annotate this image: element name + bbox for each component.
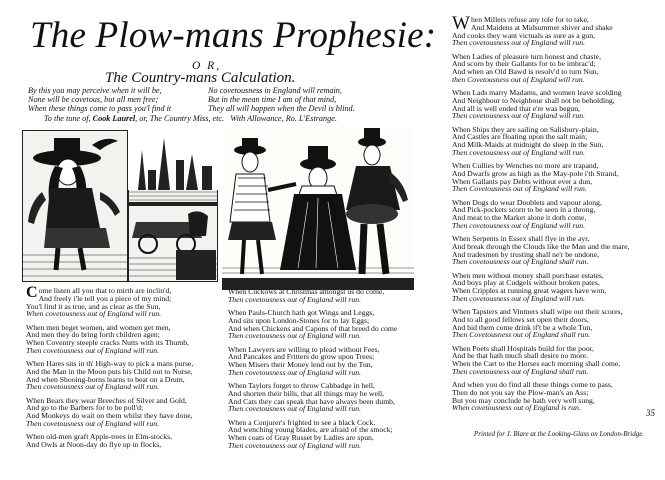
verse-line: And Milk-Maids at midnight do sleep in the Sun, <box>452 140 604 149</box>
verse-line: And Cats they can speak that have always been dumb, <box>228 396 395 406</box>
woodcut-three-figures-icon <box>222 128 414 290</box>
refrain-line: Then Covetousness out of England will run. <box>452 184 587 194</box>
refrain-line: Then covetousness out of England will run. <box>228 367 362 377</box>
verse-line: When Lads marry Madams, and women leave scolding <box>452 88 622 97</box>
verse-line: And Castles are floating upon the salt main; <box>452 132 588 142</box>
stanza <box>452 235 657 266</box>
or-line: O R, <box>192 60 222 72</box>
intro-line: None will be covetous, but all men free; <box>28 95 159 104</box>
stanza <box>26 324 224 355</box>
intro-line: But in the mean time I am of that mind, <box>208 95 337 104</box>
woodcut-man-in-hat-icon <box>22 130 128 282</box>
ballad-subtitle: The Country-mans Calculation. <box>105 70 296 86</box>
verse-line: When Cripples at running great wagers have won, <box>452 286 607 295</box>
verse-line: And tradesmen by trusting shall ne'r be undone, <box>452 249 599 259</box>
verse-line: And freely i'le tell you a piece of my mind; <box>38 293 172 303</box>
refrain-line: Then covetousness out of England will run. <box>26 418 160 428</box>
verse-line: When Gallants pay Debts without ever a dun, <box>452 176 593 186</box>
verse-line: And bid them come drink if't be a whole Tun, <box>452 322 593 332</box>
stanza <box>228 309 440 340</box>
stanza <box>228 419 440 450</box>
verse-line: When Dogs do wear Doublets and vapour along, <box>452 197 602 207</box>
refrain-line: Then covetousness out of England will run. <box>228 404 362 414</box>
verse-line: Then do not you say the Plow-man's an Ass; <box>452 387 589 397</box>
stanza <box>26 284 224 319</box>
stanza <box>452 345 657 376</box>
verse-line: When Taylors forget to throw Cabbadge in hell, <box>228 381 375 390</box>
intro-line: They all will happen when the Devil is blind. <box>208 104 355 113</box>
drop-cap: C <box>26 284 38 301</box>
verse-line: When Ladies of pleasure turn honest and chaste, <box>452 51 601 61</box>
stanza <box>228 382 440 413</box>
refrain-line: Then covetousness out of England shall run. <box>452 366 589 376</box>
verse-line: And Pancakes and Fritters do grow upon Trees; <box>228 352 375 362</box>
verse-line: And he that hath much shall desire no more. <box>452 351 588 361</box>
intro-verse-right <box>208 86 355 113</box>
stanza <box>228 288 440 304</box>
stanza <box>452 126 657 157</box>
refrain-line: When covetousness out of England is run. <box>452 403 581 413</box>
verse-line: And Pick-pockets scorn to be seen in a throng, <box>452 205 596 215</box>
verse-text: ome listen all you that to mirth are inclin'd, <box>38 286 172 295</box>
stanza <box>452 162 657 193</box>
verse-line: You'l find it as true, and as clear as the Sun, <box>26 301 161 311</box>
refrain-line: When covetousness out of England will run. <box>26 309 162 319</box>
verse-line: When a Conjurer's frighted to see a black Cock, <box>228 417 376 427</box>
refrain-line: Then covetousness out of England will run. <box>228 294 362 304</box>
tune-name: Cook Laurel <box>92 114 136 123</box>
verse-line: And sits upon London-Stones for to lay Eggs; <box>228 315 370 325</box>
verse-line: And when Shooing-horns learns to beat on a Drum, <box>26 374 185 384</box>
verse-line: And Maidens at Midsummer shiver and shake <box>470 22 613 32</box>
tune-line <box>44 114 337 123</box>
verse-line: And when Chickens and Capons of that breed do come <box>228 323 398 333</box>
verse-line: And wenching young blades, are afraid of the smock; <box>228 425 393 435</box>
printer-imprint: Printed for J. Blare at the Looking-Glass on London-Bridge. <box>474 430 645 438</box>
drop-cap: W <box>452 13 470 34</box>
verse-line: When Misers their Money lend out by the Tun, <box>228 360 373 369</box>
verse-line: When men without money shall purchase estates, <box>452 270 604 280</box>
refrain-line: Then covetousness out of England will run. <box>26 382 160 392</box>
verse-line: And the Man in the Moon puts his Child out to Nurse, <box>26 366 193 376</box>
stanza <box>452 53 657 84</box>
stanza <box>26 397 224 428</box>
verse-line: When Lawyers are willing to plead without Fees, <box>228 344 380 354</box>
licence-line: With Allowance, Ro. L'Estrange. <box>230 114 337 123</box>
stanza <box>228 346 440 377</box>
verse-line: And Dwarfs grow as high as the May-pole i'th Strand, <box>452 168 619 178</box>
right-column <box>452 13 657 418</box>
verse-line: And cooks they want victuals as sure as a gun, <box>452 30 596 40</box>
refrain-line: Then covetousness out of England will run. <box>228 331 362 341</box>
verse-line: And scorn by their Gallants for to be imbrac'd; <box>452 59 596 69</box>
verse-line: And Neighbour to Neighbour shall not be beholding, <box>452 95 615 105</box>
verse-line: When Ships they are sailing on Salisbury-plain, <box>452 124 599 134</box>
verse-line: And boys play at Cudgels without broken pates, <box>452 278 600 288</box>
verse-line: When Poets shall Hospitals build for the poor, <box>452 343 594 353</box>
verse-line: When Hares sits in th' High-way to pick a mans purse, <box>26 359 194 368</box>
verse-line: When Coventry steeple cracks Nutts with its Thumb, <box>26 338 189 347</box>
verse-line: When Cuckows at Christmas amongst us do come, <box>228 287 385 296</box>
tune-prefix: To the tune of, <box>44 114 91 123</box>
verse-line: And meat to the Market alone it doth come, <box>452 213 587 222</box>
stanza <box>26 360 224 391</box>
verse-line: And all is well ended that e're was begun, <box>452 103 580 113</box>
verse-line: And when you do find all these things come to pass, <box>452 380 613 389</box>
stanza <box>452 272 657 303</box>
stanza <box>452 13 657 48</box>
verse-line: When Tapsters and Vintners shall wipe out their scores, <box>452 307 623 316</box>
stanza <box>452 308 657 339</box>
refrain-line: Then covetousness out of England will run. <box>452 147 586 157</box>
ballad-title: The Plow-mans Prophesie: <box>30 15 437 56</box>
verse-text: hen Millers refuse any tole for to take, <box>470 15 589 24</box>
verse-line: And when an Old Bawd is resolv'd to turn Nun, <box>452 67 599 76</box>
verse-line: When Bears they wear Breeches of Silver and Gold, <box>26 395 187 405</box>
verse-line: And break through the Clouds like the Man and the mare, <box>452 241 630 251</box>
intro-verse-left <box>28 86 171 113</box>
refrain-line: Then covetousness out of England will run. <box>452 38 586 48</box>
intro-line: By this you may perceive when it will be, <box>28 86 162 95</box>
page-number: 35 <box>646 408 655 418</box>
verse-line: And Owls at Noon-day do flye up in flocks, <box>26 439 162 449</box>
verse-line: But you may conclude he hath very well sung, <box>452 395 595 405</box>
stanza <box>452 381 657 412</box>
verse-line: And shorten their bills, that all things may be well, <box>228 388 385 398</box>
refrain-line: Then covetousness out of England will run. <box>26 345 160 355</box>
verse-line: When old-men graft Apple-trees in Elm-stocks, <box>26 432 173 441</box>
verse-line: And men they do bring forth children agen; <box>26 330 160 340</box>
verse-line: When the Cart to the Horses each morning shall come, <box>452 359 621 368</box>
refrain-line: Then covetousness out of England will run. <box>228 440 362 450</box>
refrain-line: Then covetousness out of England will run. <box>452 220 586 230</box>
refrain-line: Then covetousness out of England shall run. <box>452 257 589 267</box>
verse-line: When men beget women, and women get men, <box>26 322 171 332</box>
verse-line: And go to the Barbers for to be poll'd; <box>26 403 144 413</box>
verse-line: And to all good fellows set open their doors, <box>452 314 589 324</box>
verse-line: When Pauls-Church hath got Wings and Leggs, <box>228 308 375 317</box>
intro-line: When these things come to pass you'l find it <box>28 104 172 113</box>
verse-line: When coats of Gray Russet by Ladies are spun, <box>228 433 374 442</box>
refrain-line: then Covetousness out of England will run. <box>452 74 585 84</box>
intro-line: No covetousness in England will remain, <box>208 86 342 95</box>
verse-line: And Monkeys do wait on them whilst they have done, <box>26 411 193 420</box>
stanza <box>26 433 224 449</box>
stanza <box>452 199 657 230</box>
refrain-line: Then covetousness out of England will run. <box>452 111 586 121</box>
verse-line: When Cullies by Wenches no more are trapand, <box>452 161 599 170</box>
tune-alt: , or, The Country Miss, etc. <box>135 114 225 123</box>
refrain-line: Then covetousness out of England will run. <box>452 293 586 303</box>
refrain-line: Then Covetousness out of England shall run. <box>452 330 591 340</box>
stanza <box>452 89 657 120</box>
middle-column <box>228 288 440 455</box>
left-column <box>26 284 224 454</box>
woodcut-town-and-cart-icon <box>128 130 218 282</box>
verse-line: When Serpents in Essex shall flye in the ayr, <box>452 234 590 243</box>
